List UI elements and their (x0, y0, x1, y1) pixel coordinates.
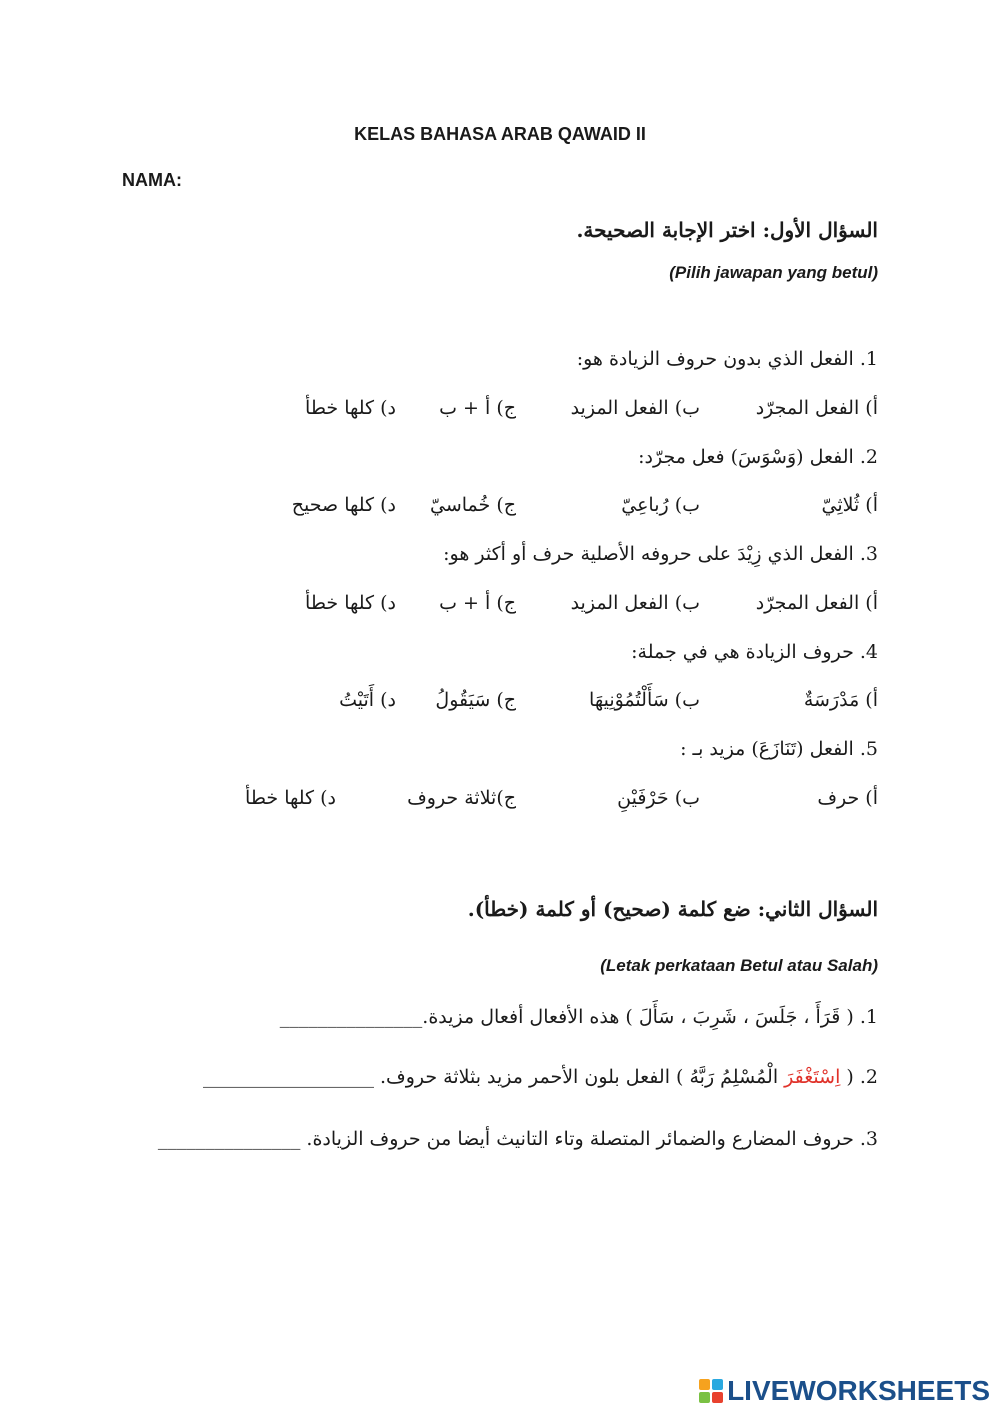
q5-option-c[interactable]: ج)ثلاثة حروف (407, 787, 516, 809)
statement-2-highlight: اِسْتَغْفَرَ (784, 1066, 841, 1088)
logo-square-1 (699, 1379, 710, 1390)
logo-square-2 (712, 1379, 723, 1390)
section2-subtitle: (Letak perkataan Betul atau Salah) (600, 956, 878, 975)
q2-option-b[interactable]: ب) رُباعِيّ (621, 494, 700, 516)
q3-option-d[interactable]: د) كلها خطأ (305, 592, 396, 614)
question-2: 2. الفعل (وَسْوَسَ) فعل مجرّد: (638, 446, 878, 468)
q1-option-a[interactable]: أ) الفعل المجرّد (755, 397, 878, 419)
statement-2-prefix: 2. ( (846, 1066, 878, 1088)
section1-heading: السؤال الأول: اختر الإجابة الصحيحة. (576, 218, 878, 242)
q1-option-d[interactable]: د) كلها خطأ (305, 397, 396, 419)
statement-1-text: 1. ( قَرَأَ ، جَلَسَ ، شَرِبَ ، سَأَلَ ) هذه الأفعال أفعال مزيدة. (422, 1006, 878, 1028)
q4-option-b[interactable]: ب) سَأَلْتُمُوْنِيهَا (589, 689, 700, 711)
logo-square-3 (699, 1392, 710, 1403)
q3-option-a[interactable]: أ) الفعل المجرّد (755, 592, 878, 614)
q4-option-d[interactable]: د) أَتَيْتُ (339, 689, 396, 711)
statement-1 (280, 1006, 878, 1028)
name-label: NAMA: (122, 170, 182, 190)
q5-option-b[interactable]: ب) حَرْفَيْنِ (617, 787, 700, 809)
question-4: 4. حروف الزيادة هي في جملة: (631, 641, 878, 663)
q4-option-a[interactable]: أ) مَدْرَسَةٌ (803, 689, 878, 711)
question-5: 5. الفعل (تَنَازَعَ) مزيد بـ : (680, 738, 878, 760)
logo-square-4 (712, 1392, 723, 1403)
section1-subtitle: (Pilih jawapan yang betul) (669, 263, 878, 282)
section2-heading: السؤال الثاني: ضع كلمة (صحيح) أو كلمة (خطأ). (467, 897, 878, 921)
question-3: 3. الفعل الذي زِيْدَ على حروفه الأصلية حرف أو أكثر هو: (443, 543, 878, 565)
q2-option-c[interactable]: ج) خُماسيّ (430, 494, 516, 516)
q3-option-c[interactable]: ج) أ + ب (439, 592, 516, 614)
liveworksheets-logo-icon (699, 1379, 723, 1403)
worksheet-title: KELAS BAHASA ARAB QAWAID II (354, 124, 646, 144)
q1-option-b[interactable]: ب) الفعل المزيد (570, 397, 700, 419)
statement-2 (203, 1066, 878, 1088)
statement-2-suffix: الْمُسْلِمُ رَبَّهُ ) الفعل بلون الأحمر مزيد بثلاثة حروف. (379, 1066, 785, 1088)
statement-3-blank[interactable]: _______________ (157, 1128, 301, 1150)
statement-1-blank[interactable]: _______________ (279, 1006, 423, 1028)
q5-option-d[interactable]: د) كلها خطأ (245, 787, 336, 809)
liveworksheets-logo[interactable] (699, 1376, 990, 1406)
liveworksheets-logo-text: LIVEWORKSHEETS (727, 1375, 990, 1406)
q3-option-b[interactable]: ب) الفعل المزيد (570, 592, 700, 614)
q2-option-a[interactable]: أ) ثُلاثِيّ (821, 494, 878, 516)
q4-option-c[interactable]: ج) سَيَقُولُ (435, 689, 516, 711)
q1-option-c[interactable]: ج) أ + ب (439, 397, 516, 419)
statement-2-blank[interactable]: __________________ (202, 1066, 374, 1088)
question-1: 1. الفعل الذي بدون حروف الزيادة هو: (576, 348, 878, 370)
statement-3-text: 3. حروف المضارع والضمائر المتصلة وتاء التانيث أيضا من حروف الزيادة. (306, 1128, 878, 1150)
statement-3 (158, 1128, 878, 1150)
q2-option-d[interactable]: د) كلها صحيح (291, 494, 396, 516)
q5-option-a[interactable]: أ) حرف (817, 787, 878, 809)
